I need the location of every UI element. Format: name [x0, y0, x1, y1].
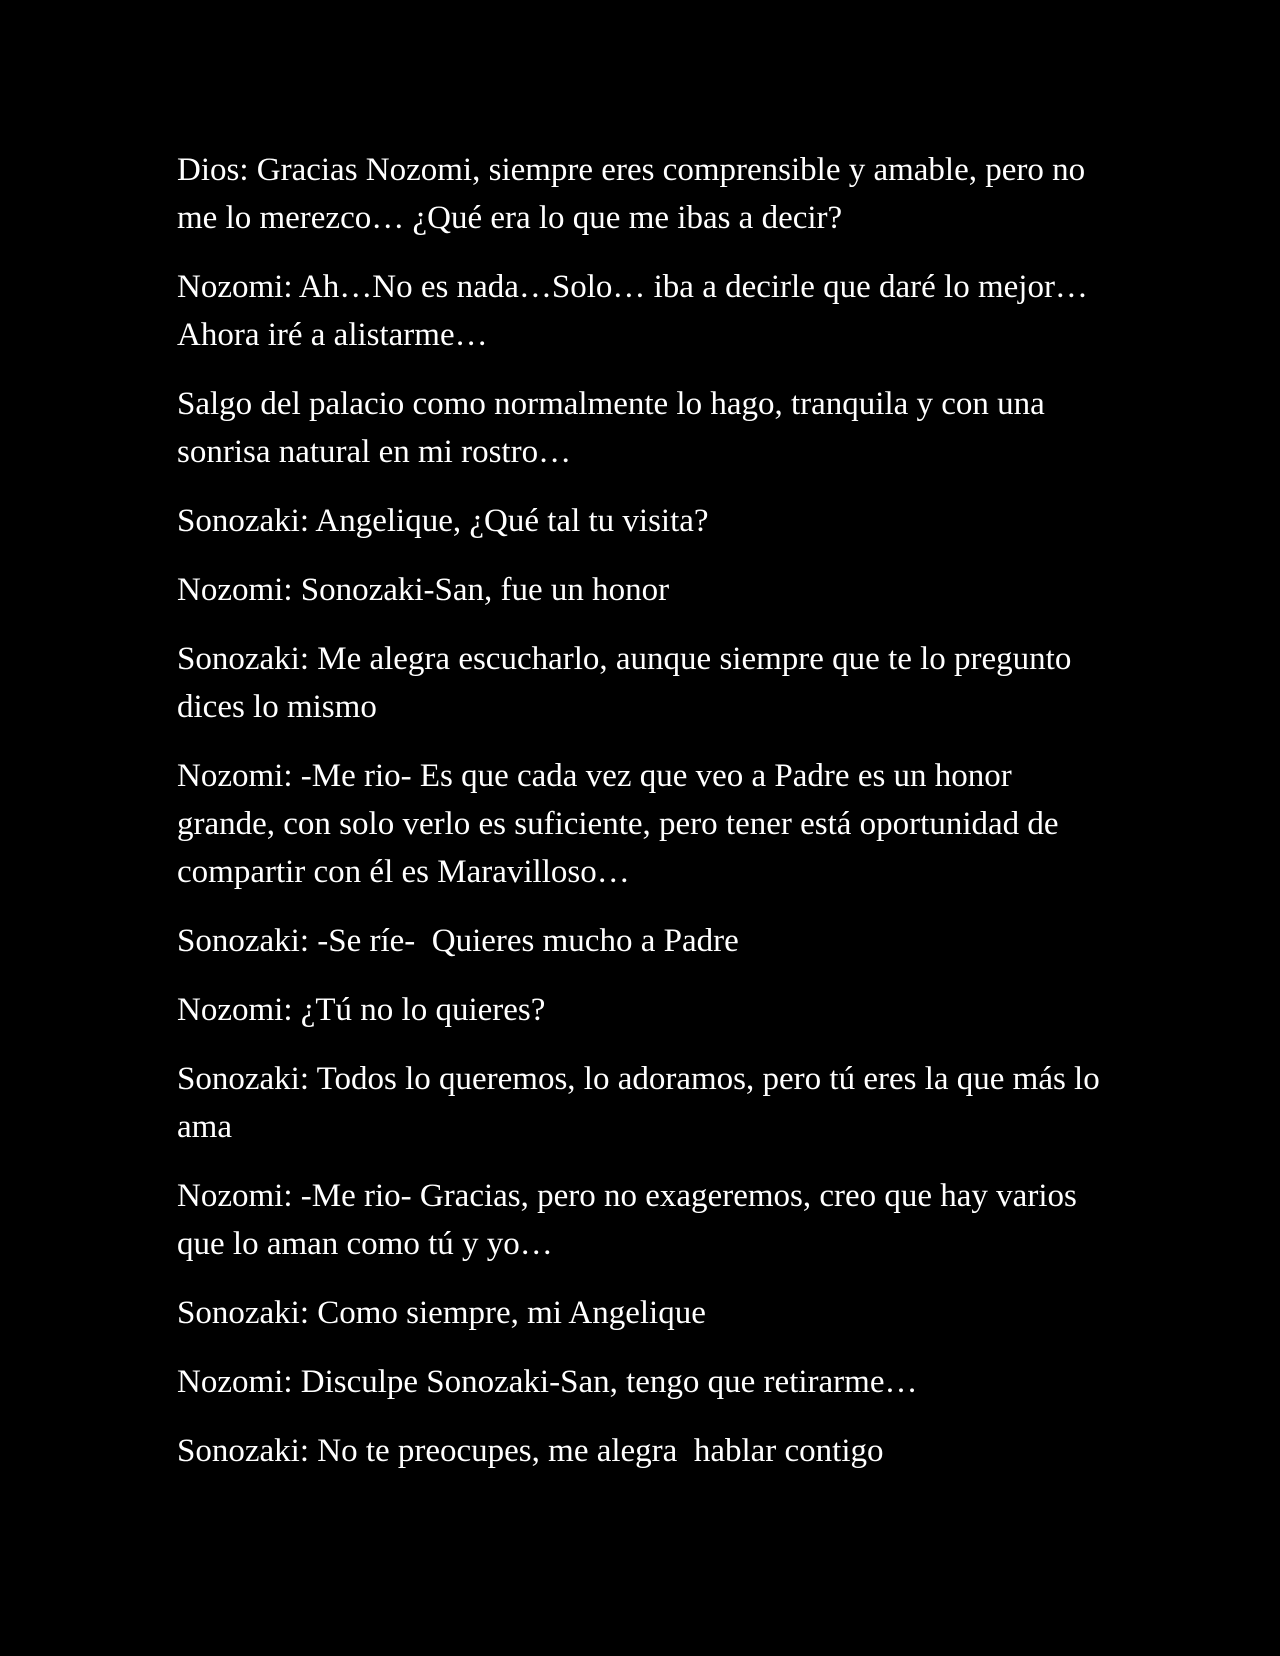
paragraph-nozomi-tu: Nozomi: ¿Tú no lo quieres? — [177, 992, 546, 1028]
paragraph-nozomi-honor: Nozomi: Sonozaki-San, fue un honor — [177, 572, 670, 608]
paragraph-dios-gracias: Dios: Gracias Nozomi, siempre eres comprensible y amable, pero no me lo merezco… ¿Qué era lo que me ibas a decir? — [177, 152, 1094, 236]
paragraph-sonozaki-quieres: Sonozaki: -Se ríe- Quieres mucho a Padre — [177, 923, 739, 959]
dialogue-text — [177, 146, 1107, 1496]
paragraph-sonozaki-alegra: Sonozaki: Me alegra escucharlo, aunque siempre que te lo pregunto dices lo mismo — [177, 641, 1080, 725]
paragraph-sonozaki-como-siempre: Sonozaki: Como siempre, mi Angelique — [177, 1295, 706, 1331]
paragraph-nozomi-ah: Nozomi: Ah…No es nada…Solo… iba a decirle que daré lo mejor…Ahora iré a alistarme… — [177, 269, 1088, 353]
paragraph-nozomi-disculpe: Nozomi: Disculpe Sonozaki-San, tengo que retirarme… — [177, 1364, 918, 1400]
paragraph-nozomi-padre: Nozomi: -Me rio- Es que cada vez que veo a Padre es un honor grande, con solo verlo es suficiente, pero tener está oportunidad de compartir con él es Maravilloso… — [177, 758, 1067, 890]
paragraph-narration-salgo: Salgo del palacio como normalmente lo hago, tranquila y con una sonrisa natural en mi rostro… — [177, 386, 1054, 470]
paragraph-sonozaki-todos: Sonozaki: Todos lo queremos, lo adoramos, pero tú eres la que más lo ama — [177, 1061, 1108, 1145]
paragraph-sonozaki-visita: Sonozaki: Angelique, ¿Qué tal tu visita? — [177, 503, 709, 539]
paragraph-nozomi-gracias: Nozomi: -Me rio- Gracias, pero no exageremos, creo que hay varios que lo aman como tú y yo… — [177, 1178, 1086, 1262]
paragraph-sonozaki-no-te-preocupes: Sonozaki: No te preocupes, me alegra hablar contigo — [177, 1433, 884, 1469]
